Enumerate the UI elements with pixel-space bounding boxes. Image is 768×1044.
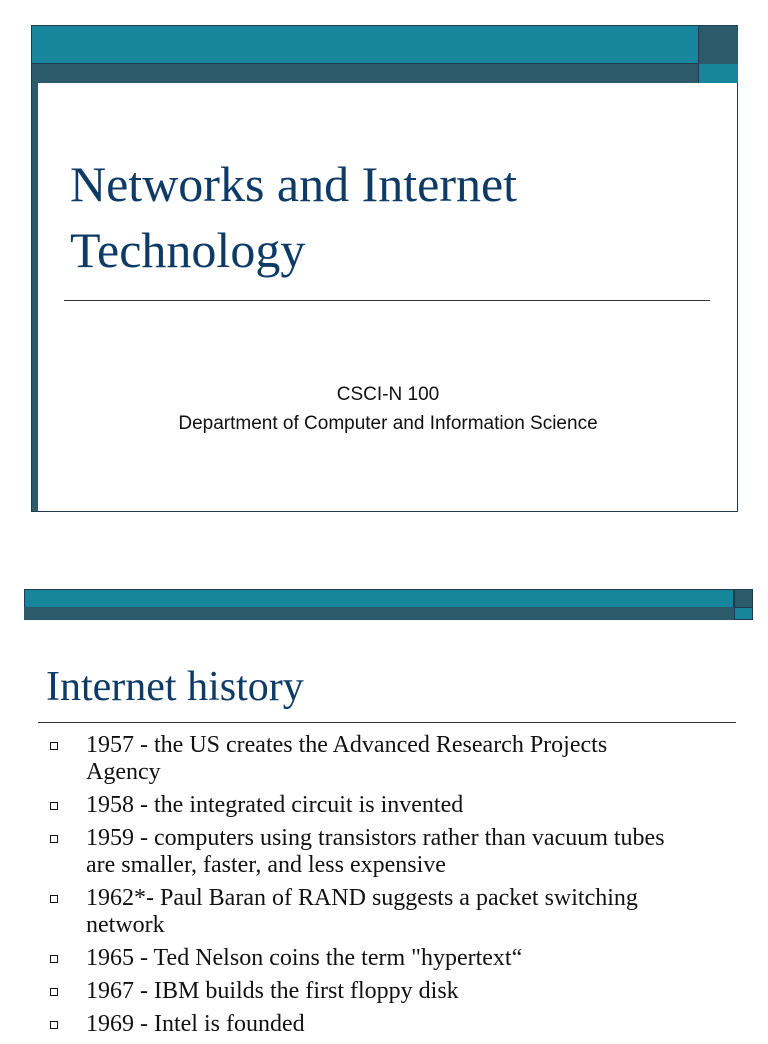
list-item: 1962*- Paul Baran of RAND suggests a packet switching network: [46, 885, 736, 939]
title-divider: [64, 300, 710, 301]
corner-square-teal: [734, 607, 753, 620]
course-code: CSCI-N 100: [336, 384, 440, 405]
header-bar-top: [32, 26, 698, 64]
header-bar-bottom: [32, 64, 698, 83]
list-item: 1965 - Ted Nelson coins the term "hypertext“: [46, 945, 736, 972]
history-bullet-list: [46, 732, 736, 1044]
list-item: 1958 - the integrated circuit is invented: [46, 792, 736, 819]
hollow-square-bullet-icon: [50, 1021, 58, 1029]
hollow-square-bullet-icon: [50, 955, 58, 963]
list-item: 1969 - Intel is founded: [46, 1011, 736, 1038]
slide-title: [70, 151, 670, 283]
hollow-square-bullet-icon: [50, 895, 58, 903]
corner-square-dark: [698, 26, 738, 64]
hollow-square-bullet-icon: [50, 802, 58, 810]
corner-square-dark: [734, 589, 753, 608]
title-slide: [31, 25, 738, 512]
hollow-square-bullet-icon: [50, 742, 58, 750]
list-item: 1959 - computers using transistors rather than vacuum tubes are smaller, faster, and less expensive: [46, 825, 736, 879]
department-name: Department of Computer and Information Science: [178, 413, 598, 434]
slide-title: Internet history: [46, 664, 304, 710]
list-item: 1957 - the US creates the Advanced Research Projects Agency: [46, 732, 736, 786]
header-bar-bottom: [24, 607, 734, 620]
slide-subtitle: [38, 380, 738, 438]
title-divider: [38, 722, 736, 723]
header-bar-top: [24, 589, 734, 608]
corner-square-teal: [698, 64, 738, 83]
slide-title-line-2: Technology: [70, 222, 306, 278]
left-accent-bar: [32, 83, 38, 511]
hollow-square-bullet-icon: [50, 835, 58, 843]
slide-title-line-1: Networks and Internet: [70, 156, 518, 212]
list-item: 1967 - IBM builds the first floppy disk: [46, 978, 736, 1005]
hollow-square-bullet-icon: [50, 988, 58, 996]
